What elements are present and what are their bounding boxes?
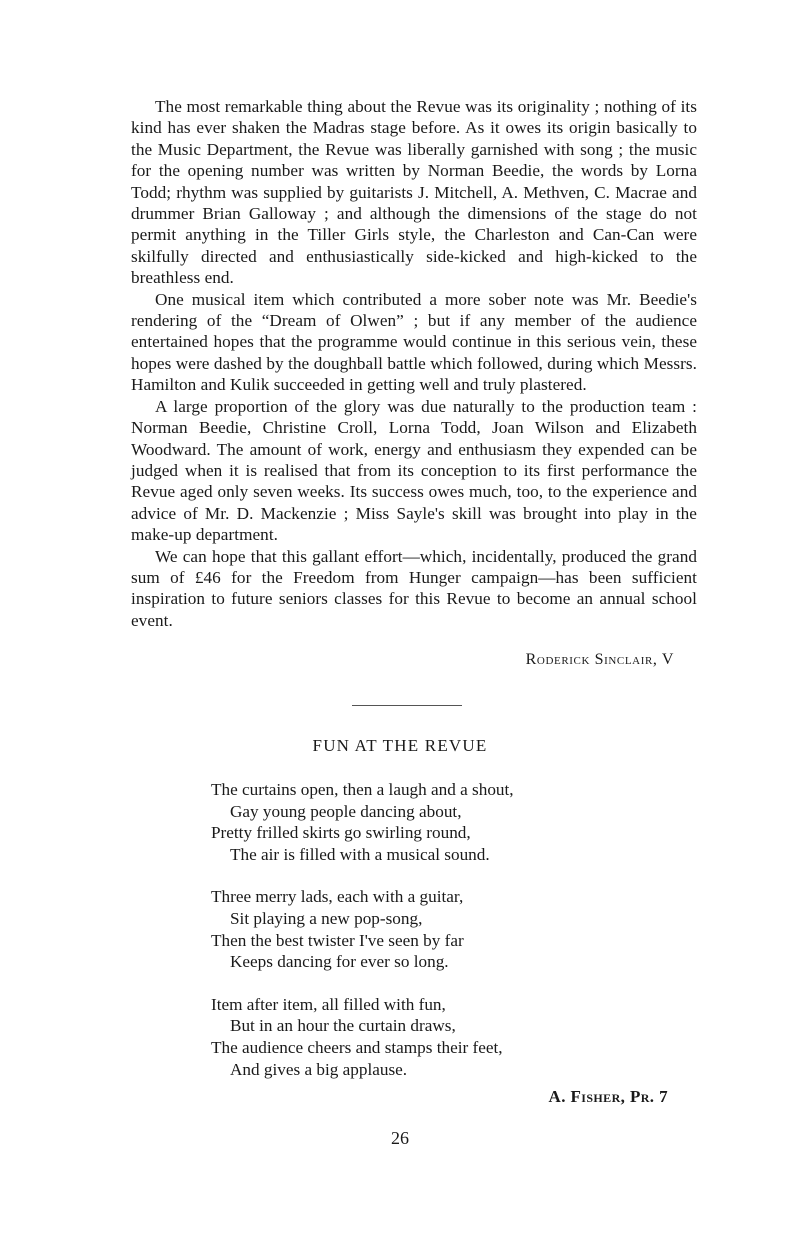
article-body <box>131 96 697 631</box>
poem-line: Sit playing a new pop-song, <box>230 908 423 928</box>
page-number: 26 <box>391 1128 409 1148</box>
poem-line: Then the best twister I've seen by far <box>211 930 464 950</box>
poem-line: The audience cheers and stamps their feet, <box>211 1037 503 1057</box>
section-divider <box>352 705 462 706</box>
poem-line: Gay young people dancing about, <box>230 801 462 821</box>
article-paragraph: A large proportion of the glory was due naturally to the production team : Norman Beedie, Christine Croll, Lorna Todd, Joan Wilson and Elizabeth Woodward. The amount of work, energy and enthusiasm they expended can be judged when it is realised that from its conception to its first performance the Revue aged only seven weeks. Its success owes much, too, to the experience and advice of Mr. D. Mackenzie ; Miss Sayle's skill was brought into play in the make-up department. <box>131 396 697 545</box>
poem-title: FUN AT THE REVUE <box>312 736 488 755</box>
article-paragraph: We can hope that this gallant effort—which, incidentally, produced the grand sum of £46 for the Freedom from Hunger campaign—has been sufficient inspiration to future seniors classes for this Revue to become an annual school event. <box>131 546 697 630</box>
poem-line: Item after item, all filled with fun, <box>211 994 446 1014</box>
poem-line: The curtains open, then a laugh and a shout, <box>211 780 514 799</box>
poem-stanza <box>211 886 651 972</box>
poem-stanza <box>211 994 651 1080</box>
poem-line: Pretty frilled skirts go swirling round, <box>211 823 471 843</box>
poem-author: A. Fisher, Pr. 7 <box>548 1087 668 1106</box>
poem-line: Keeps dancing for ever so long. <box>230 952 449 972</box>
poem-line: The air is filled with a musical sound. <box>230 844 490 864</box>
poem-line: Three merry lads, each with a guitar, <box>211 887 464 907</box>
poem-body <box>211 779 651 1101</box>
article-paragraph: The most remarkable thing about the Revue was its originality ; nothing of its kind has ever shaken the Madras stage before. As it owes its origin basically to the Music Department, the Revue was liberally garnished with song ; the music for the opening number was written by Norman Beedie, the words by Lorna Todd; rhythm was supplied by guitarists J. Mitchell, A. Methven, C. Macrae and drummer Brian Galloway ; and although the dimensions of the stage do not permit anything in the Tiller Girls style, the Charleston and Can-Can were skilfully directed and enthusiastically side-kicked and high-kicked to the breathless end. <box>131 97 697 288</box>
poem-line: But in an hour the curtain draws, <box>230 1016 456 1036</box>
poem-line: And gives a big applause. <box>230 1059 408 1079</box>
article-author: Roderick Sinclair, V <box>525 651 674 668</box>
article-paragraph: One musical item which contributed a more sober note was Mr. Beedie's rendering of the “Dream of Olwen” ; but if any member of the audience entertained hopes that the programme would continue in this serious vein, these hopes were dashed by the doughball battle which followed, during which Messrs. Hamilton and Kulik succeeded in getting well and truly plastered. <box>131 289 697 395</box>
poem-stanza <box>211 779 651 865</box>
